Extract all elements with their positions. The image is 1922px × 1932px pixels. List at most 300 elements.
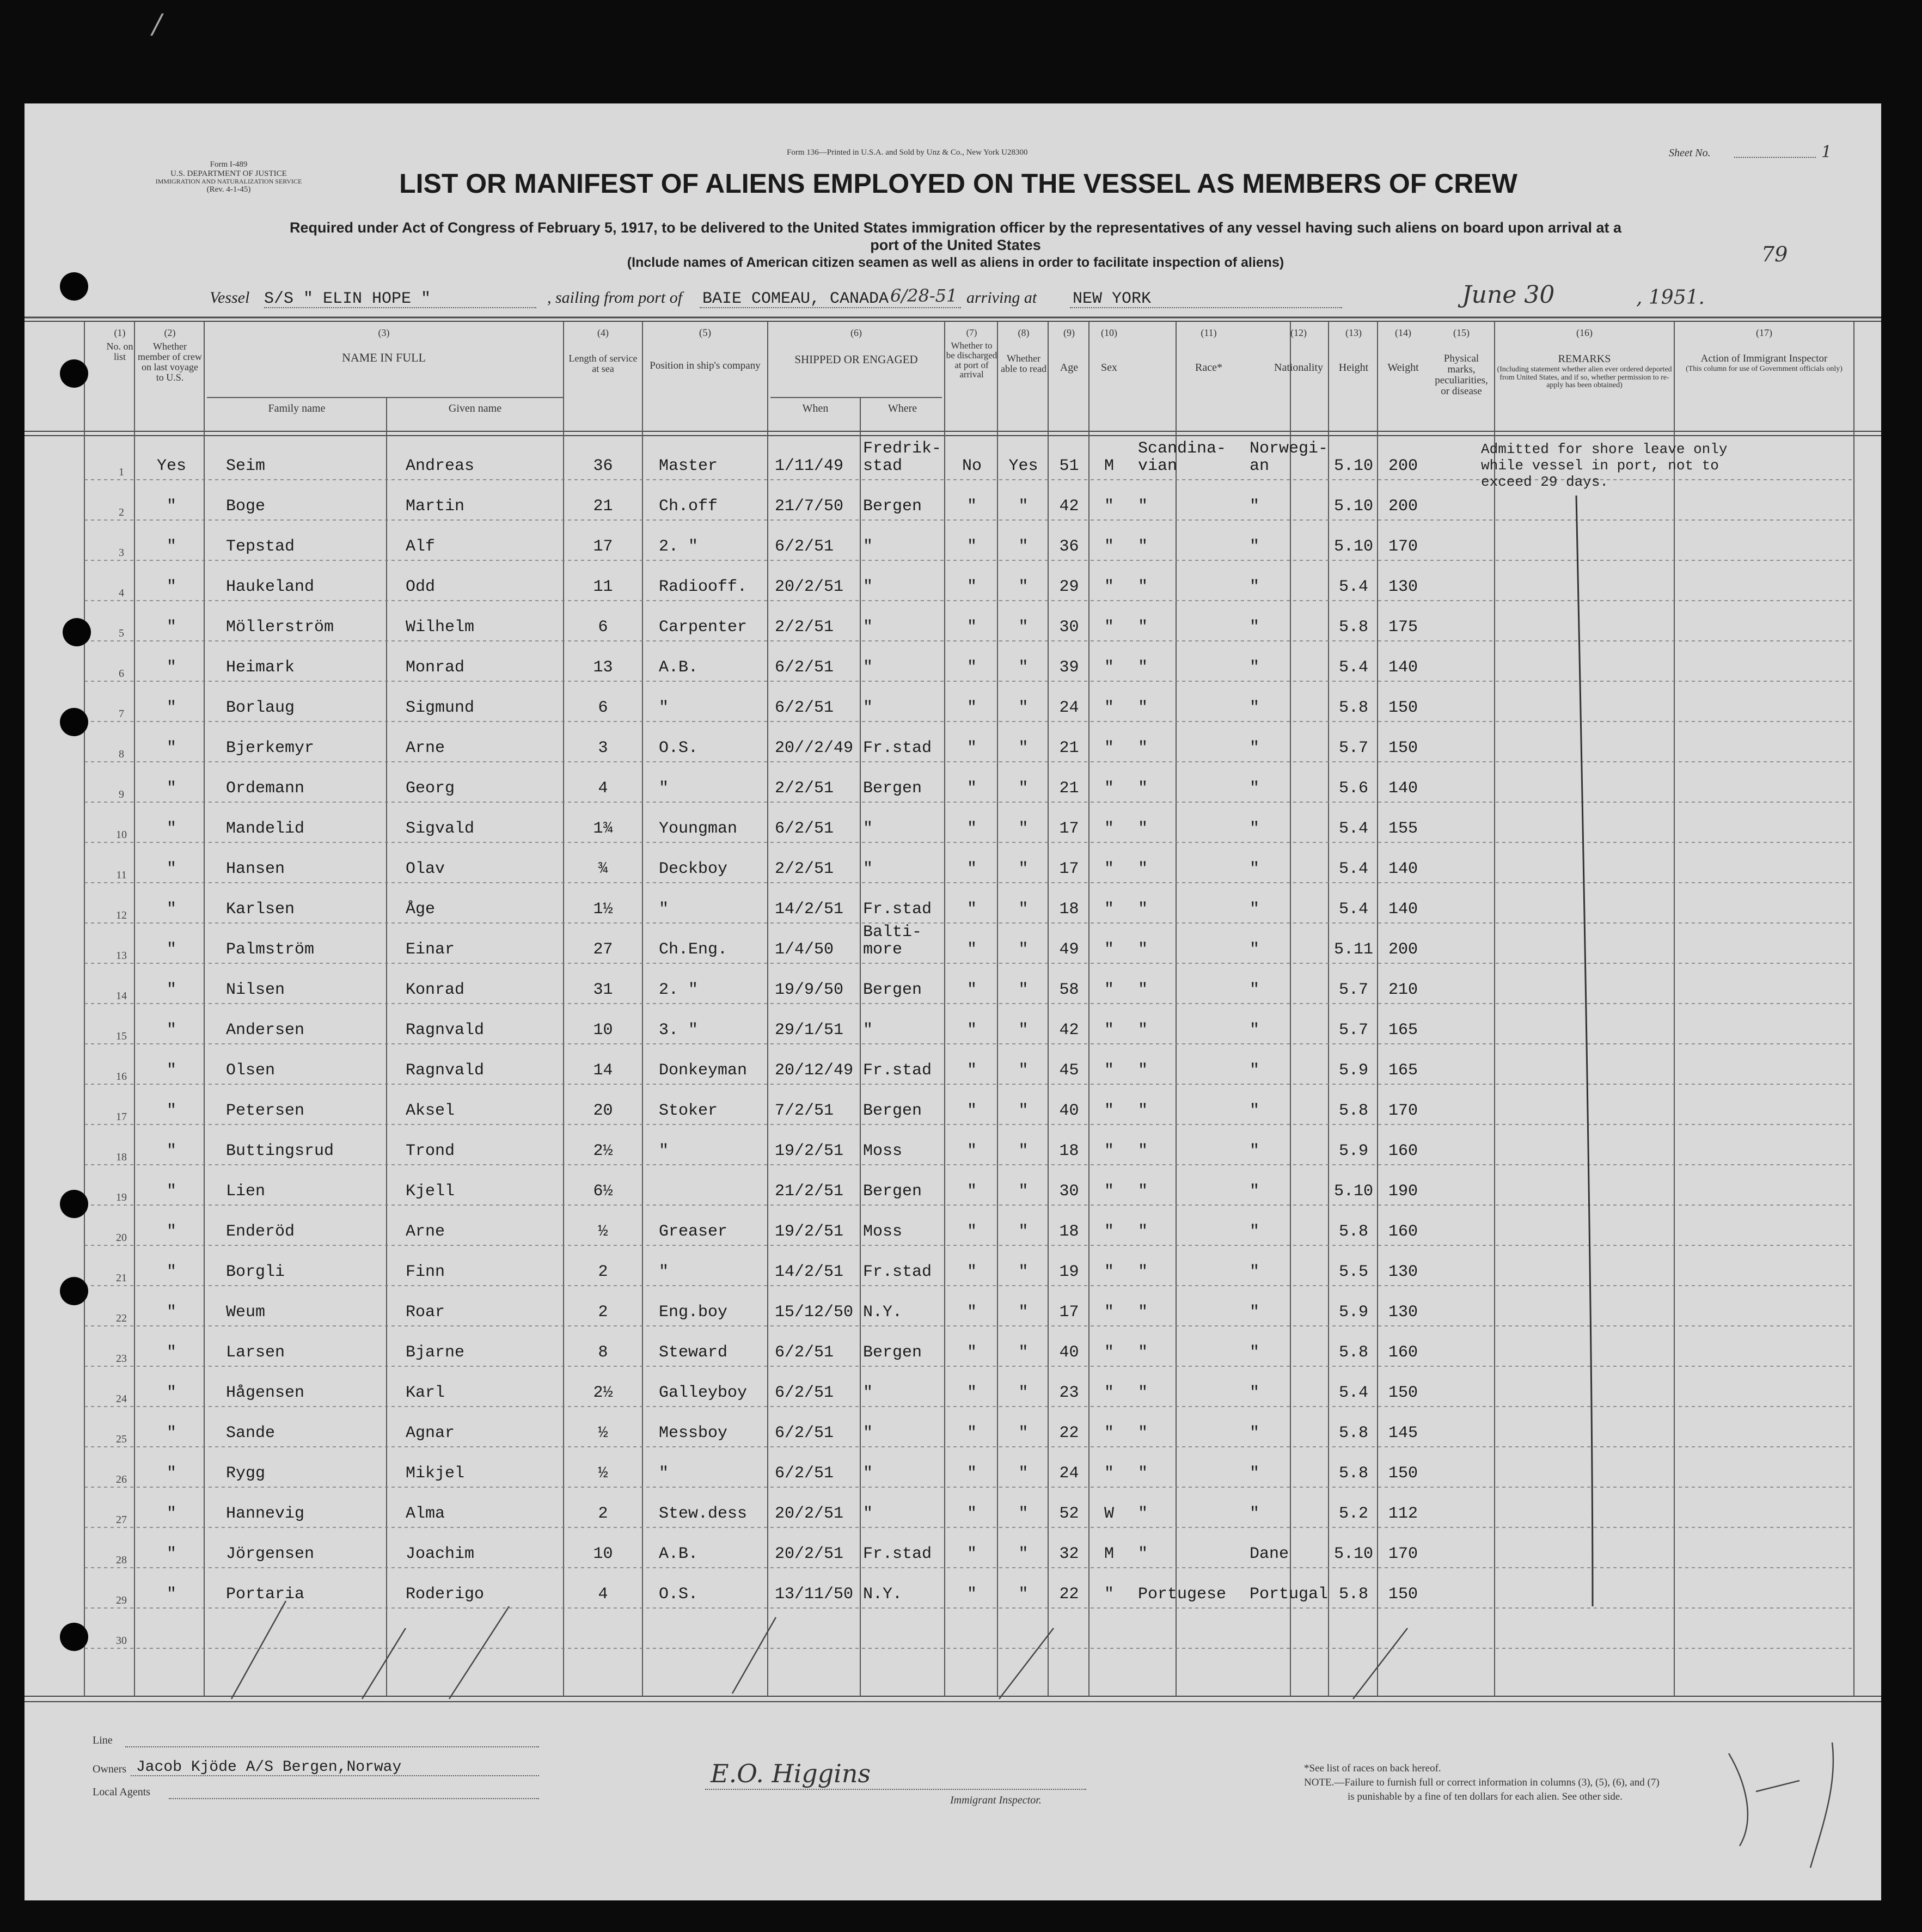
service-cell: 11 — [593, 578, 613, 596]
punch-hole — [60, 272, 88, 301]
table-row — [25, 1165, 1892, 1205]
position-cell: " — [659, 1263, 669, 1281]
height-cell: 5.4 — [1338, 1384, 1368, 1402]
race-cell: " — [1138, 739, 1148, 757]
when-cell: 15/12/50 — [775, 1303, 854, 1322]
col7-header — [946, 328, 997, 380]
race-cell: " — [1138, 1061, 1148, 1080]
col12-num: (12) — [1290, 327, 1307, 338]
row-number: 10 — [116, 829, 127, 841]
table-row — [25, 480, 1892, 520]
weight-cell: 150 — [1388, 739, 1418, 757]
table-row — [25, 1568, 1892, 1608]
given-name-cell: Einar — [406, 940, 455, 959]
when-cell: 19/2/51 — [775, 1222, 844, 1241]
age-cell: 42 — [1059, 497, 1079, 516]
col11-label: Race* — [1195, 361, 1222, 374]
sex-cell: " — [1104, 1021, 1114, 1040]
position-cell: Galleyboy — [659, 1384, 748, 1402]
discharged-cell: " — [966, 981, 977, 999]
member-cell: " — [166, 1585, 176, 1604]
table-row — [25, 802, 1892, 842]
race-cell: " — [1138, 779, 1148, 798]
discharged-cell: " — [966, 658, 977, 677]
position-cell: " — [659, 1142, 669, 1160]
col1-num: (1) — [114, 327, 126, 338]
weight-cell: 140 — [1388, 860, 1418, 878]
read-cell: Yes — [1008, 457, 1038, 475]
discharged-cell: " — [966, 1424, 977, 1442]
when-cell: 1/4/50 — [775, 940, 834, 959]
nationality-cell: Portugal — [1250, 1585, 1329, 1604]
row-number: 7 — [119, 708, 124, 720]
nationality-cell: an — [1250, 457, 1270, 475]
sex-cell: " — [1104, 820, 1114, 838]
age-cell: 22 — [1059, 1424, 1079, 1442]
row-number: 21 — [116, 1272, 127, 1284]
table-row — [25, 1608, 1892, 1648]
family-name-cell: Mandelid — [226, 820, 305, 838]
where-cell: " — [863, 1505, 873, 1523]
discharged-cell: " — [966, 497, 977, 516]
line-label: Line — [93, 1734, 113, 1746]
col10-num: (10) — [1101, 327, 1117, 338]
service-cell: 2 — [598, 1263, 608, 1281]
age-cell: 39 — [1059, 658, 1079, 677]
row-number: 26 — [116, 1474, 127, 1485]
member-cell: " — [166, 1303, 176, 1322]
service-cell: 21 — [593, 497, 613, 516]
where-cell: Bergen — [863, 1182, 922, 1201]
age-cell: 18 — [1059, 1222, 1079, 1241]
nationality-cell: " — [1250, 578, 1260, 596]
col6-header — [770, 328, 942, 365]
table-row — [25, 1124, 1892, 1165]
discharged-cell: " — [966, 1182, 977, 1201]
family-name-cell: Olsen — [226, 1061, 276, 1080]
col7-num: (7) — [966, 327, 977, 338]
when-cell: 6/2/51 — [775, 1343, 834, 1362]
table-row — [25, 1084, 1892, 1124]
nationality-cell: " — [1250, 1464, 1260, 1483]
nationality-cell: " — [1250, 1061, 1260, 1080]
race-cell: " — [1138, 981, 1148, 999]
row-number: 13 — [116, 950, 127, 962]
position-cell: Master — [659, 457, 718, 475]
note-races: *See list of races on back hereof. — [1304, 1763, 1441, 1774]
read-cell: " — [1018, 739, 1029, 757]
family-name-cell: Petersen — [226, 1102, 305, 1120]
table-row — [25, 560, 1892, 601]
discharged-cell: No — [962, 457, 982, 475]
where-cell: Fr.stad — [863, 739, 932, 757]
member-cell: " — [166, 537, 176, 556]
race-cell: " — [1138, 1182, 1148, 1201]
family-name-cell: Hannevig — [226, 1505, 305, 1523]
discharged-cell: " — [966, 820, 977, 838]
manifest-title: LIST OR MANIFEST OF ALIENS EMPLOYED ON THE VESSEL AS MEMBERS OF CREW — [399, 168, 1517, 199]
height-cell: 5.4 — [1338, 578, 1368, 596]
where-cell: " — [863, 1424, 873, 1442]
sex-cell: " — [1104, 981, 1114, 999]
height-cell: 5.8 — [1338, 1343, 1368, 1362]
race-cell: " — [1138, 1102, 1148, 1120]
family-name-cell: Sande — [226, 1424, 276, 1442]
member-cell: " — [166, 1505, 176, 1523]
age-cell: 18 — [1059, 900, 1079, 919]
nationality-cell: " — [1250, 497, 1260, 516]
page-stamp: 79 — [1761, 242, 1788, 266]
member-cell: " — [166, 1182, 176, 1201]
punch-hole — [60, 359, 88, 388]
age-cell: 45 — [1059, 1061, 1079, 1080]
given-name-cell: Roar — [406, 1303, 445, 1322]
family-name-cell: Heimark — [226, 658, 295, 677]
member-cell: " — [166, 739, 176, 757]
when-cell: 6/2/51 — [775, 658, 834, 677]
service-cell: 17 — [593, 537, 613, 556]
height-cell: 5.7 — [1338, 739, 1368, 757]
weight-cell: 190 — [1388, 1182, 1418, 1201]
sex-cell: " — [1104, 779, 1114, 798]
nationality-cell: " — [1250, 1505, 1260, 1523]
row-number: 23 — [116, 1353, 127, 1365]
weight-cell: 170 — [1388, 1545, 1418, 1563]
age-cell: 24 — [1059, 1464, 1079, 1483]
row-number: 25 — [116, 1433, 127, 1445]
col9-num: (9) — [1063, 327, 1075, 338]
row-number: 22 — [116, 1312, 127, 1324]
service-cell: 31 — [593, 981, 613, 999]
discharged-cell: " — [966, 699, 977, 717]
where-cell: N.Y. — [863, 1585, 903, 1604]
given-name-cell: Andreas — [406, 457, 475, 475]
weight-cell: 112 — [1388, 1505, 1418, 1523]
age-cell: 30 — [1059, 1182, 1079, 1201]
discharged-cell: " — [966, 1021, 977, 1040]
weight-cell: 200 — [1388, 497, 1418, 516]
service-cell: ½ — [598, 1464, 608, 1483]
col5-num: (5) — [699, 327, 712, 339]
sex-cell: " — [1104, 1102, 1114, 1120]
sex-cell: " — [1104, 1343, 1114, 1362]
member-cell: " — [166, 1263, 176, 1281]
arrival-year: , 1951. — [1636, 286, 1705, 309]
nationality-cell: " — [1250, 1384, 1260, 1402]
col13-num: (13) — [1345, 327, 1362, 338]
read-cell: " — [1018, 820, 1029, 838]
discharged-cell: " — [966, 1061, 977, 1080]
age-cell: 51 — [1059, 457, 1079, 475]
height-cell: 5.4 — [1338, 658, 1368, 677]
col5-header — [645, 328, 765, 371]
family-name-cell: Haukeland — [226, 578, 315, 596]
family-name-cell: Enderöd — [226, 1222, 295, 1241]
service-cell: 20 — [593, 1102, 613, 1120]
col14-label: Weight — [1387, 361, 1419, 374]
table-row — [25, 601, 1892, 641]
member-cell: " — [166, 1545, 176, 1563]
col8-label: Whether able to read — [1001, 352, 1046, 374]
weight-cell: 140 — [1388, 900, 1418, 919]
age-cell: 42 — [1059, 1021, 1079, 1040]
row-number: 5 — [119, 627, 124, 639]
weight-cell: 160 — [1388, 1222, 1418, 1241]
where-cell: " — [863, 578, 873, 596]
when-cell: 6/2/51 — [775, 699, 834, 717]
where-cell: Moss — [863, 1222, 903, 1241]
family-name-cell: Ordemann — [226, 779, 305, 798]
weight-cell: 170 — [1388, 1102, 1418, 1120]
nationality-cell: " — [1250, 1424, 1260, 1442]
punch-hole — [63, 618, 91, 646]
table-row — [25, 842, 1892, 883]
when-cell: 6/2/51 — [775, 1424, 834, 1442]
sex-cell: " — [1104, 1263, 1114, 1281]
where-cell: Fr.stad — [863, 1545, 932, 1563]
sailing-date: 6/28-51 — [890, 285, 958, 306]
member-cell: Yes — [156, 457, 186, 475]
race-cell: " — [1138, 900, 1148, 919]
col2-header — [138, 328, 202, 382]
read-cell: " — [1018, 1061, 1029, 1080]
sex-cell: " — [1104, 1464, 1114, 1483]
row-number: 14 — [116, 990, 127, 1002]
discharged-cell: " — [966, 618, 977, 637]
family-name-cell: Weum — [226, 1303, 266, 1322]
member-cell: " — [166, 940, 176, 959]
table-row — [25, 1245, 1892, 1286]
race-cell: " — [1138, 1384, 1148, 1402]
table-row — [25, 762, 1892, 802]
weight-cell: 130 — [1388, 1263, 1418, 1281]
when-cell: 19/9/50 — [775, 981, 844, 999]
height-cell: 5.8 — [1338, 1222, 1368, 1241]
race-cell: " — [1138, 1222, 1148, 1241]
col13-label: Height — [1338, 361, 1369, 374]
given-name-cell: Wilhelm — [406, 618, 475, 637]
read-cell: " — [1018, 1585, 1029, 1604]
position-cell: Ch.off — [659, 497, 718, 516]
sex-cell: M — [1104, 457, 1114, 475]
family-name-cell: Jörgensen — [226, 1545, 315, 1563]
age-cell: 36 — [1059, 537, 1079, 556]
discharged-cell: " — [966, 1102, 977, 1120]
given-name-cell: Finn — [406, 1263, 445, 1281]
read-cell: " — [1018, 940, 1029, 959]
age-cell: 30 — [1059, 618, 1079, 637]
given-name-cell: Bjarne — [406, 1343, 465, 1362]
dept-line3: (Rev. 4-1-45) — [206, 185, 251, 194]
row-number: 27 — [116, 1514, 127, 1526]
given-name-cell: Arne — [406, 1222, 445, 1241]
age-cell: 21 — [1059, 739, 1079, 757]
sex-cell: " — [1104, 658, 1114, 677]
position-cell: Youngman — [659, 820, 738, 838]
weight-cell: 160 — [1388, 1142, 1418, 1160]
race-cell: " — [1138, 1343, 1148, 1362]
position-cell: Eng.boy — [659, 1303, 728, 1322]
col14-num: (14) — [1395, 327, 1411, 338]
family-name-cell: Tepstad — [226, 537, 295, 556]
form-number: Form I-489 — [210, 160, 248, 169]
where-cell: " — [863, 1384, 873, 1402]
read-cell: " — [1018, 1505, 1029, 1523]
when-cell: 20/2/51 — [775, 578, 844, 596]
row-number: 4 — [119, 587, 124, 599]
col16-num: (16) — [1576, 327, 1593, 338]
read-cell: " — [1018, 537, 1029, 556]
sex-cell: " — [1104, 537, 1114, 556]
table-row — [25, 641, 1892, 681]
table-row — [25, 1326, 1892, 1366]
given-name-cell: Alf — [406, 537, 436, 556]
read-cell: " — [1018, 860, 1029, 878]
sailing-port: BAIE COMEAU, CANADA — [702, 290, 889, 308]
col15-header — [1429, 328, 1493, 397]
position-cell: " — [659, 900, 669, 919]
given-name-cell: Trond — [406, 1142, 455, 1160]
race-cell: " — [1138, 1142, 1148, 1160]
race-cell: " — [1138, 578, 1148, 596]
age-cell: 58 — [1059, 981, 1079, 999]
age-cell: 29 — [1059, 578, 1079, 596]
race-cell: vian — [1138, 457, 1178, 475]
when-cell: 2/2/51 — [775, 779, 834, 798]
col17-header — [1675, 328, 1853, 374]
row-number: 29 — [116, 1594, 127, 1606]
when-cell: 21/2/51 — [775, 1182, 844, 1201]
member-cell: " — [166, 1061, 176, 1080]
col6-label: SHIPPED OR ENGAGED — [794, 352, 918, 366]
height-cell: 5.8 — [1338, 1424, 1368, 1442]
height-cell: 5.10 — [1333, 1545, 1373, 1563]
table-row — [25, 681, 1892, 722]
service-cell: 2 — [598, 1303, 608, 1322]
col14-header — [1379, 328, 1428, 374]
family-name-cell: Buttingsrud — [226, 1142, 334, 1160]
service-cell: 27 — [593, 940, 613, 959]
when-cell: 6/2/51 — [775, 820, 834, 838]
when-cell: 2/2/51 — [775, 860, 834, 878]
nationality-cell: " — [1250, 1343, 1260, 1362]
col3-num: (3) — [378, 327, 390, 338]
age-cell: 17 — [1059, 1303, 1079, 1322]
col16-header — [1496, 328, 1673, 390]
discharged-cell: " — [966, 1545, 977, 1563]
race-cell: Portugese — [1138, 1585, 1227, 1604]
sex-cell: " — [1104, 699, 1114, 717]
member-cell: " — [166, 1464, 176, 1483]
member-cell: " — [166, 1424, 176, 1442]
where-cell: Moss — [863, 1142, 903, 1160]
race-cell: " — [1138, 820, 1148, 838]
where-cell: Bergen — [863, 1102, 922, 1120]
table-row — [25, 520, 1892, 560]
discharged-cell: " — [966, 940, 977, 959]
height-cell: 5.7 — [1338, 981, 1368, 999]
row-number: 3 — [119, 547, 124, 559]
owners-underline — [131, 1775, 539, 1776]
height-cell: 5.4 — [1338, 820, 1368, 838]
sex-cell: M — [1104, 1545, 1114, 1563]
read-cell: " — [1018, 900, 1029, 919]
nationality-cell: " — [1250, 1102, 1260, 1120]
col4-header — [566, 328, 640, 374]
given-name-cell: Agnar — [406, 1424, 455, 1442]
age-cell: 22 — [1059, 1585, 1079, 1604]
where-cell: Bergen — [863, 779, 922, 798]
nationality-cell: Dane — [1250, 1545, 1289, 1563]
family-name-cell: Rygg — [226, 1464, 266, 1483]
agents-label: Local Agents — [93, 1786, 151, 1798]
position-cell: Stew.dess — [659, 1505, 748, 1523]
dept-line2: IMMIGRATION AND NATURALIZATION SERVICE — [155, 178, 302, 185]
family-name-cell: Portaria — [226, 1585, 305, 1604]
family-name-cell: Borlaug — [226, 699, 295, 717]
sex-cell: " — [1104, 1222, 1114, 1241]
service-cell: 36 — [593, 457, 613, 475]
position-cell: Carpenter — [659, 618, 748, 637]
read-cell: " — [1018, 1384, 1029, 1402]
nationality-cell: " — [1250, 779, 1260, 798]
given-name-cell: Karl — [406, 1384, 445, 1402]
height-cell: 5.2 — [1338, 1505, 1368, 1523]
weight-cell: 170 — [1388, 537, 1418, 556]
table-row — [25, 923, 1892, 963]
position-cell: Steward — [659, 1343, 728, 1362]
row-number: 11 — [116, 869, 127, 881]
family-name-cell: Karlsen — [226, 900, 295, 919]
row-number: 12 — [116, 909, 127, 921]
height-cell: 5.9 — [1338, 1142, 1368, 1160]
discharged-cell: " — [966, 1505, 977, 1523]
discharged-cell: " — [966, 1263, 977, 1281]
given-name-cell: Mikjel — [406, 1464, 465, 1483]
height-cell: 5.10 — [1333, 1182, 1373, 1201]
inspector-signature: E.O. Higgins — [711, 1759, 871, 1788]
service-cell: 2½ — [593, 1384, 613, 1402]
service-cell: ½ — [598, 1222, 608, 1241]
family-name-cell: Lien — [226, 1182, 266, 1201]
table-row — [25, 883, 1892, 923]
where-cell: " — [863, 1021, 873, 1040]
member-cell: " — [166, 820, 176, 838]
age-cell: 23 — [1059, 1384, 1079, 1402]
age-cell: 17 — [1059, 820, 1079, 838]
row-number: 24 — [116, 1393, 127, 1405]
col15-label: Physical marks, peculiarities, or disease — [1435, 352, 1488, 397]
position-cell: " — [659, 699, 669, 717]
nationality-cell: " — [1250, 981, 1260, 999]
service-cell: 4 — [598, 779, 608, 798]
member-cell: " — [166, 981, 176, 999]
nationality-cell: " — [1250, 1303, 1260, 1322]
row-number: 6 — [119, 668, 124, 680]
col2-num: (2) — [164, 327, 176, 338]
where-cell: N.Y. — [863, 1303, 903, 1322]
family-name-cell: Bjerkemyr — [226, 739, 315, 757]
read-cell: " — [1018, 497, 1029, 516]
col10-label: Sex — [1101, 361, 1117, 374]
row-number: 17 — [116, 1111, 127, 1123]
weight-cell: 140 — [1388, 658, 1418, 677]
where-cell: Bergen — [863, 497, 922, 516]
height-cell: 5.8 — [1338, 618, 1368, 637]
sheet-label: Sheet No. — [1669, 147, 1711, 159]
where-cell: " — [863, 820, 873, 838]
sex-cell: " — [1104, 739, 1114, 757]
